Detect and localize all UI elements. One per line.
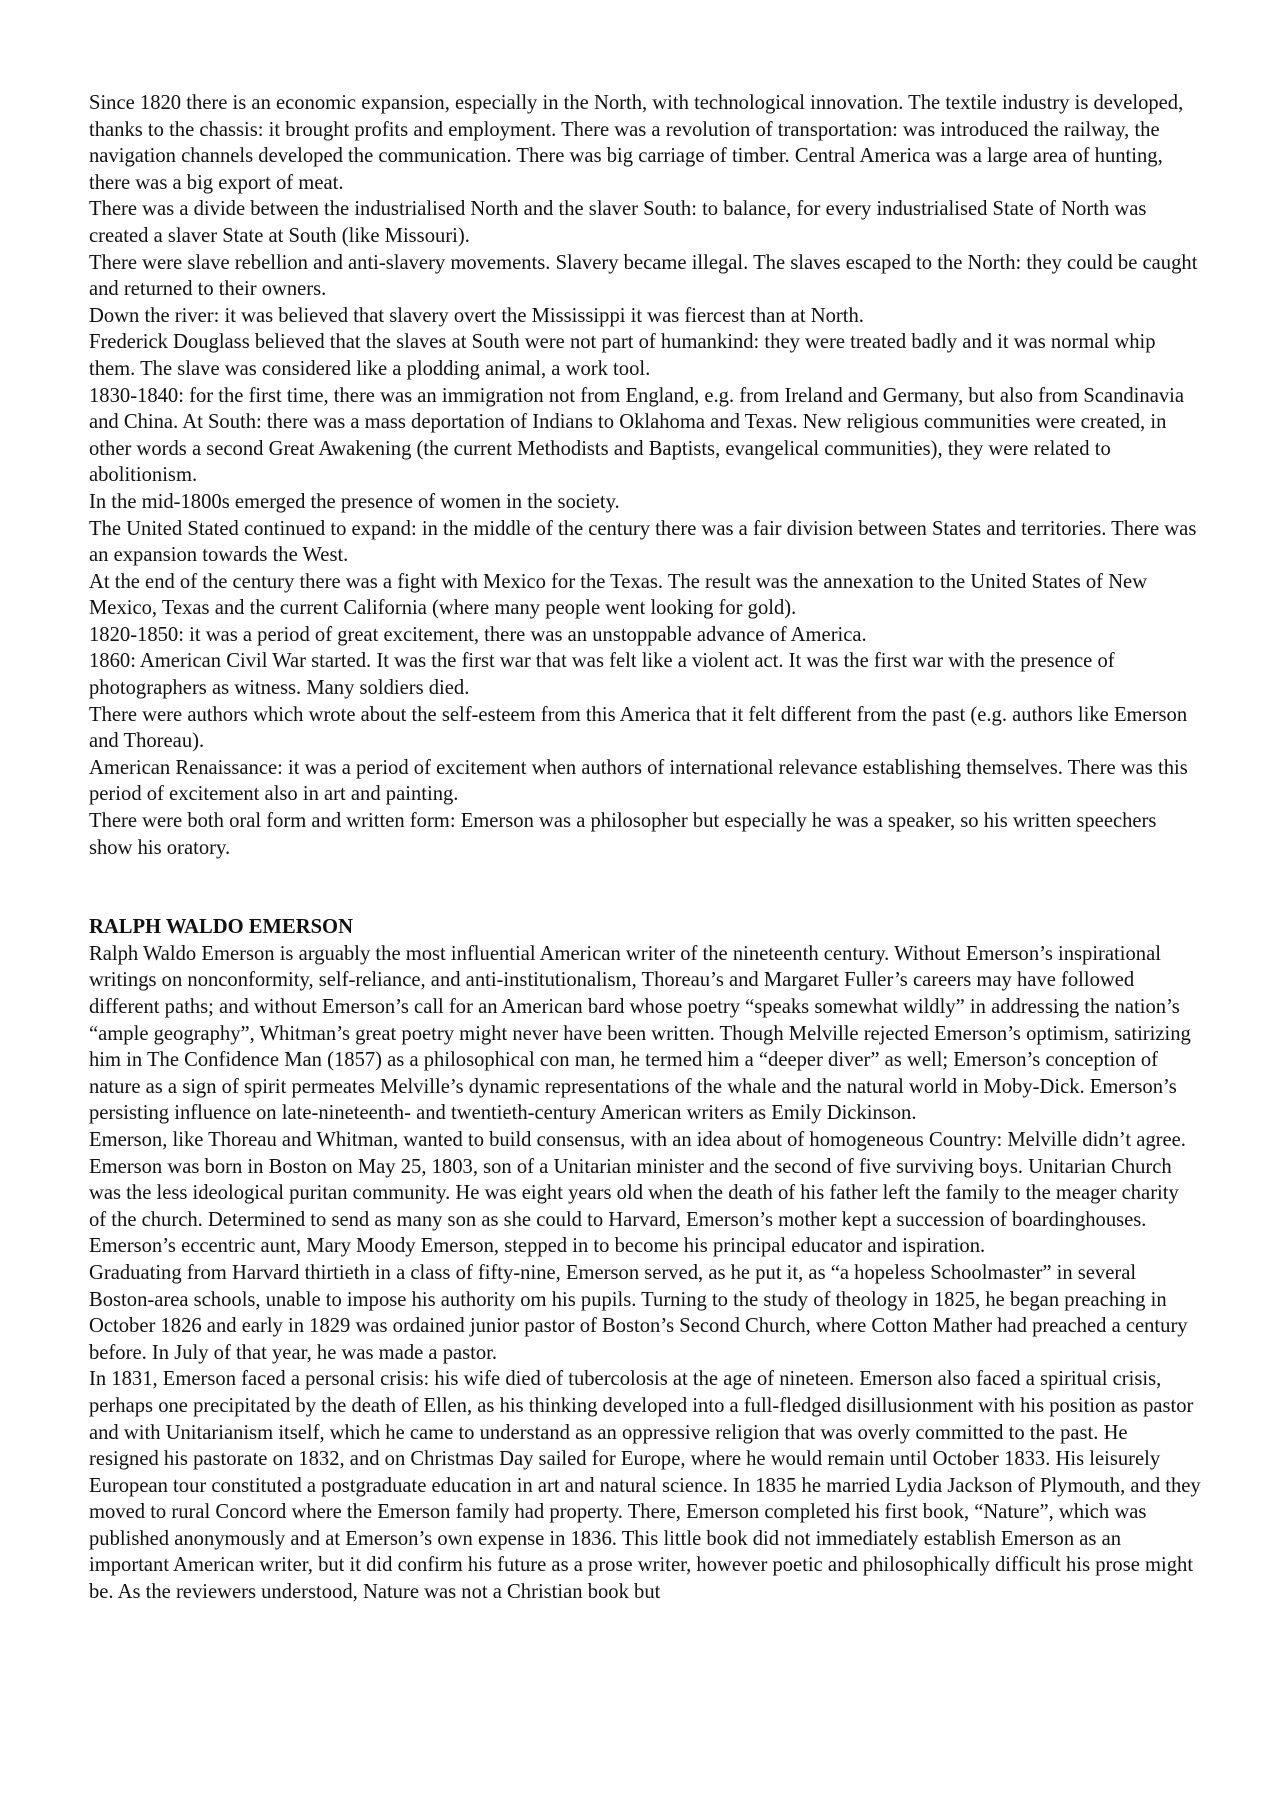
paragraph: In 1831, Emerson faced a personal crisis: his wife died of tubercolosis at the age of nineteen. Emerson also faced a spiritual crisis, perhaps one precipitated by the death of Ellen, as his thinking developed into a full-fledged disillusionment with his position as pastor and with Unitarianism itself, which he came to understand as an oppressive religion that was overly committed to the past. He resigned his pastorate on 1832, and on Christmas Day sailed for Europe, where he would remain until October 1833. His leisurely European tour constituted a postgraduate education in art and natural science. In 1835 he married Lydia Jackson of Plymouth, and they moved to rural Concord where the Emerson family had property. There, Emerson completed his first book, “Nature”, which was published anonymously and at Emerson’s own expense in 1836. This little book did not immediately establish Emerson as an important American writer, but it did confirm his future as a prose writer, however poetic and philosophically difficult his prose might be. As the reviewers understood, Nature was not a Christian book but (89, 1368, 1201, 1604)
paragraph: 1830-1840: for the first time, there was an immigration not from England, e.g. from Ireland and Germany, but also from Scandinavia and China. At South: there was a mass deportation of Indians to Oklahoma and Texas. New religious communities were created, in other words a second Great Awakening (the current Methodists and Baptists, evangelical communities), they were related to abolitionism. (89, 384, 1184, 487)
paragraph: At the end of the century there was a fight with Mexico for the Texas. The result was the annexation to the United States of New Mexico, Texas and the current California (where many people went looking for gold). (89, 570, 1148, 620)
paragraph: There was a divide between the industrialised North and the slaver South: to balance, for every industrialised State of North was created a slaver State at South (like Missouri). (89, 198, 1147, 247)
paragraph: 1860: American Civil War started. It was the first war that was felt like a violent act. It was the first war with the presence of photographers as witness. Many soldiers died. (89, 650, 1115, 700)
paragraph: 1820-1850: it was a period of great excitement, there was an unstoppable advance of America. (89, 623, 867, 646)
paragraph: Since 1820 there is an economic expansion, especially in the North, with technological innovation. The textile industry is developed, thanks to the chassis: it brought profits and employment. There was a revolution of transportation: was introduced the railway, the navigation channels developed the communication. There was big carriage of timber. Central America was a large area of hunting, there was a big export of meat. (89, 92, 1184, 194)
paragraph: Emerson, like Thoreau and Whitman, wanted to build consensus, with an idea about of homogeneous Country: Melville didn’t agree. (89, 1128, 1186, 1151)
paragraph: There were authors which wrote about the self-esteem from this America that it felt different from the past (e.g. authors like Emerson and Thoreau). (89, 703, 1188, 753)
paragraph: Ralph Waldo Emerson is arguably the most influential American writer of the nineteenth century. Without Emerson’s inspirational writings on nonconformity, self-reliance, and anti-institutionalism, Thoreau’s and Margaret Fuller’s careers may have followed different paths; and without Emerson’s call for an American bard whose poetry “speaks somewhat wildly” in addressing the nation’s “ample geography”, Whitman’s great poetry might never have been written. Though Melville rejected Emerson’s optimism, satirizing him in The Confidence Man (1857) as a philosophical con man, he termed him a “deeper diver” as well; Emerson’s conception of nature as a sign of spirit permeates Melville’s dynamic representations of the whale and the natural world in Moby-Dick. Emerson’s persisting influence on late-nineteenth- and twentieth-century American writers as Emily Dickinson. (89, 942, 1191, 1125)
paragraph: Frederick Douglass believed that the slaves at South were not part of humankind: they were treated badly and it was normal whip them. The slave was considered like a plodding animal, a work tool. (89, 331, 1156, 380)
paragraph: The United Stated continued to expand: in the middle of the century there was a fair division between States and territories. There was an expansion towards the West. (89, 517, 1197, 567)
paragraph: There were both oral form and written form: Emerson was a philosopher but especially he was a speaker, so his written speechers show his oratory. (89, 810, 1157, 859)
paragraph: Emerson was born in Boston on May 25, 1803, son of a Unitarian minister and the second of five surviving boys. Unitarian Church was the less ideological puritan community. He was eight years old when the death of his father left the family to the meager charity of the church. Determined to send as many son as she could to Harvard, Emerson’s mother kept a succession of boardinghouses. Emerson’s eccentric aunt, Mary Moody Emerson, stepped in to become his principal educator and ispiration. (89, 1155, 1179, 1258)
section-spacer (89, 861, 1201, 914)
emerson-section (89, 914, 1201, 1605)
document-page (89, 90, 1201, 1606)
section-heading: RALPH WALDO EMERSON (89, 916, 353, 939)
intro-section (89, 90, 1201, 861)
paragraph: In the mid-1800s emerged the presence of women in the society. (89, 490, 620, 513)
paragraph: American Renaissance: it was a period of excitement when authors of international relevance establishing themselves. There was this period of excitement also in art and painting. (89, 756, 1188, 806)
paragraph: Graduating from Harvard thirtieth in a class of fifty-nine, Emerson served, as he put it, as “a hopeless Schoolmaster” in several Boston-area schools, unable to impose his authority om his pupils. Turning to the study of theology in 1825, he began preaching in October 1826 and early in 1829 was ordained junior pastor of Boston’s Second Church, where Cotton Mather had preached a century before. In July of that year, he was made a pastor. (89, 1261, 1188, 1364)
paragraph: Down the river: it was believed that slavery overt the Mississippi it was fiercest than at North. (89, 304, 864, 327)
paragraph: There were slave rebellion and anti-slavery movements. Slavery became illegal. The slaves escaped to the North: they could be caught and returned to their owners. (89, 251, 1198, 301)
